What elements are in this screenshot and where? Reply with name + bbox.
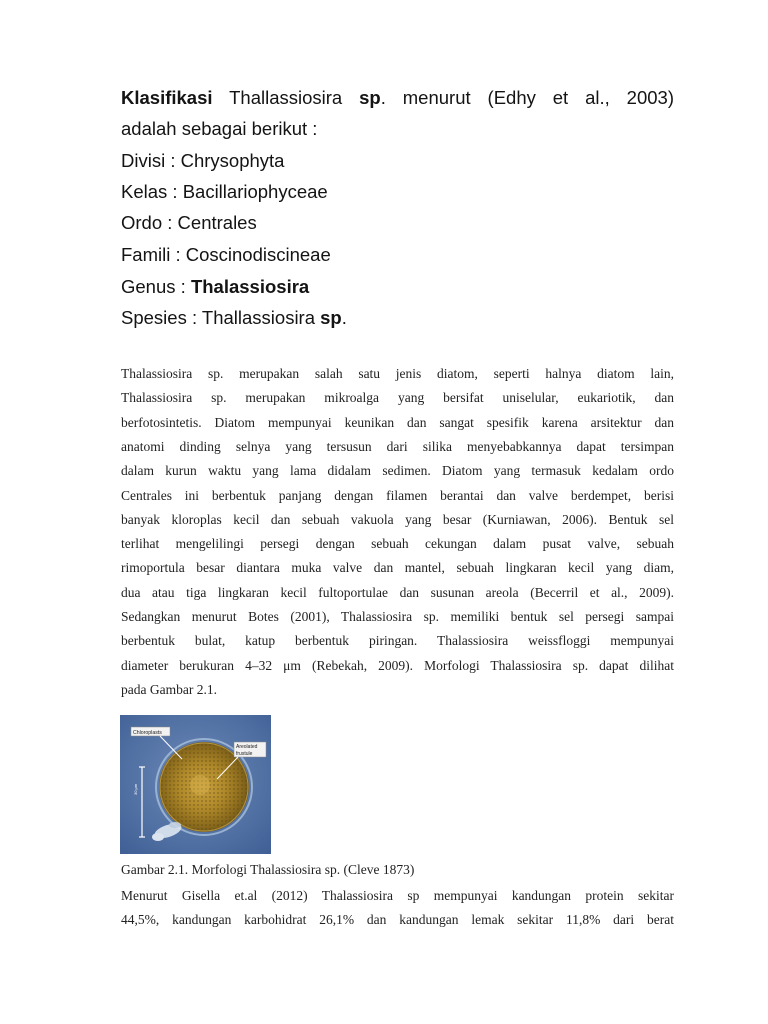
taxon-genus-value: Thalassiosira <box>190 276 310 297</box>
genus-name: Thallassiosira <box>229 87 343 108</box>
label-areolated-line1: Areolated <box>236 744 258 750</box>
paragraph-line: terlihat mengelilingi persegi dengan sebuah cekungan dalam pusat valve, sebuah <box>121 536 674 552</box>
taxon-ordo: Ordo : Centrales <box>121 212 257 233</box>
classification-heading: Klasifikasi <box>121 87 213 108</box>
paragraph-line: pada Gambar 2.1. <box>121 681 217 697</box>
taxon-spesies-dot: . <box>341 307 347 328</box>
paragraph-line: Thalassiosira sp. merupakan salah satu jenis diatom, seperti halnya diatom lain, <box>121 366 674 381</box>
taxon-famili: Famili : Coscinodiscineae <box>121 244 331 265</box>
label-chloroplasts: Chloroplasts <box>133 730 162 736</box>
classification-intro-line-2: adalah sebagai berikut : <box>121 118 318 139</box>
taxon-divisi: Divisi : Chrysophyta <box>121 150 285 171</box>
taxon-spesies <box>121 306 674 330</box>
scale-bar-label: 30 μm <box>133 783 138 795</box>
classification-source: . menurut (Edhy et al., 2003) <box>380 87 674 108</box>
paragraph-line: berfotosintetis. Diatom mempunyai keunikan dan sangat spesifik karena arsitektur dan <box>121 414 674 430</box>
taxon-kelas: Kelas : Bacillariophyceae <box>121 181 328 202</box>
paragraph-line: Menurut Gisella et.al (2012) Thalassiosira sp mempunyai kandungan protein sekitar <box>121 888 674 903</box>
figure-caption: Gambar 2.1. Morfologi Thalassiosira sp. (Cleve 1873) <box>121 862 415 877</box>
taxon-spesies-sp: sp <box>320 307 342 328</box>
paragraph-line: Centrales ini berbentuk panjang dengan filamen berantai dan valve berdempet, berisi <box>121 487 674 503</box>
paragraph-line: rimoportula besar diantara muka valve dan mantel, sebuah lingkaran kecil yang diam, <box>121 560 674 576</box>
taxon-genus <box>121 275 674 299</box>
paragraph-line: 44,5%, kandungan karbohidrat 26,1% dan kandungan lemak sekitar 11,8% dari berat <box>121 912 674 928</box>
paragraph-line: banyak kloroplas kecil dan sebuah vakuola yang besar (Kurniawan, 2006). Bentuk sel <box>121 511 674 527</box>
classification-intro-line <box>121 86 674 110</box>
taxon-genus-label: Genus : <box>121 276 191 297</box>
paragraph-line: anatomi dinding selnya yang tersusun dari silika menyebabkannya dapat tersimpan <box>121 438 674 454</box>
taxon-spesies-label: Spesies : Thallassiosira <box>121 307 321 328</box>
label-areolated-line2: frustule <box>236 751 253 757</box>
paragraph-line: Thalassiosira sp. merupakan mikroalga yang bersifat uniselular, eukariotik, dan <box>121 390 674 406</box>
figure-image <box>120 715 271 854</box>
paragraph-line: diameter berukuran 4–32 μm (Rebekah, 2009). Morfologi Thalassiosira sp. dapat dilihat <box>121 657 674 673</box>
paragraph-line: dua atau tiga lingkaran kecil fultoportulae dan susunan areola (Becerril et al., 2009). <box>121 584 674 600</box>
paragraph-line: dalam kurun waktu yang lama didalam sedimen. Diatom yang termasuk kedalam ordo <box>121 463 674 479</box>
paragraph-line: Sedangkan menurut Botes (2001), Thalassiosira sp. memiliki bentuk sel persegi sampai <box>121 609 674 624</box>
species-abbrev: sp <box>359 87 381 108</box>
paragraph-line: berbentuk bulat, katup berbentuk piringan. Thalassiosira weissfloggi mempunyai <box>121 633 674 649</box>
